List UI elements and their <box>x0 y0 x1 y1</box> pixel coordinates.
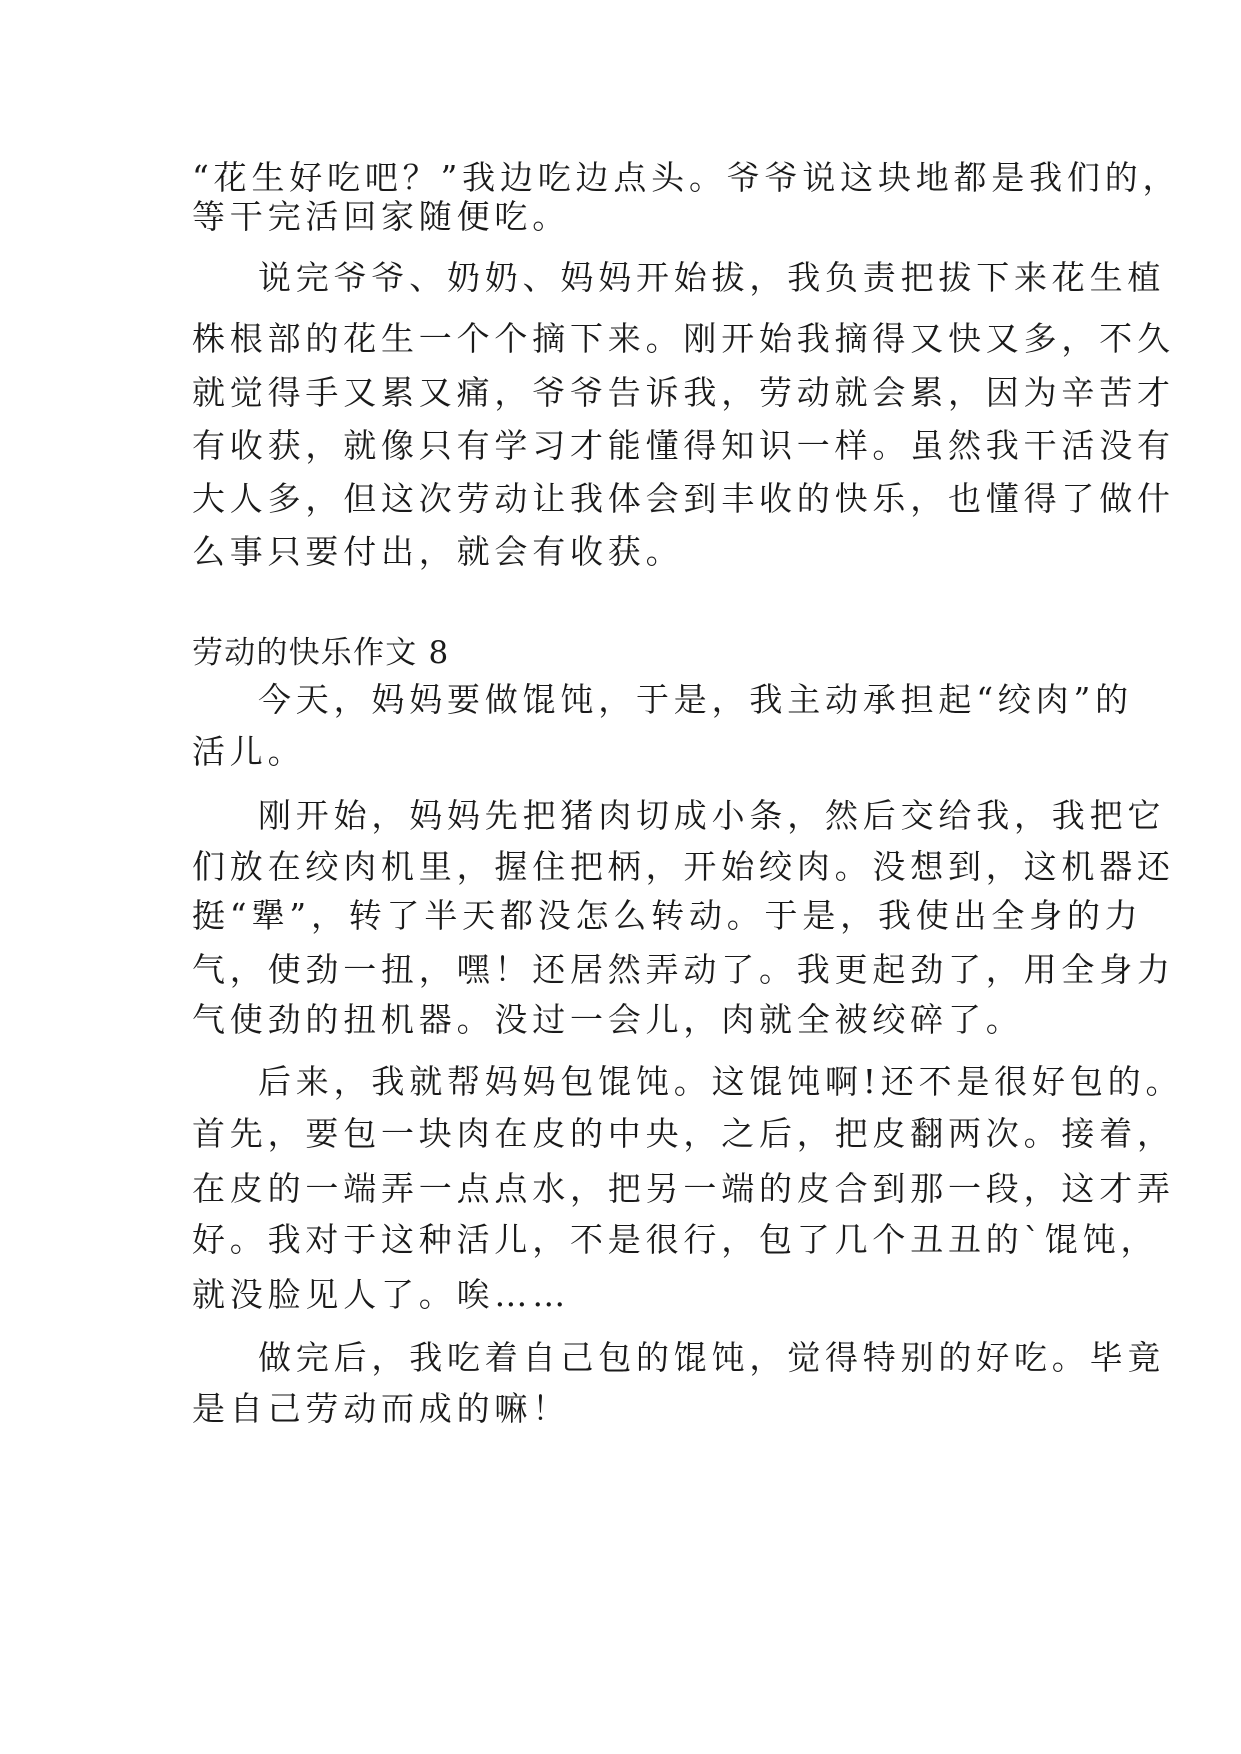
text-line: 么事只要付出，就会有收获。 <box>192 532 684 571</box>
text-line: 株根部的花生一个个摘下来。刚开始我摘得又快又多，不久 <box>192 319 1175 358</box>
text-line: 有收获，就像只有学习才能懂得知识一样。虽然我干活没有 <box>192 426 1175 465</box>
text-line: 气使劲的扭机器。没过一会儿，肉就全被绞碎了。 <box>192 1000 1024 1039</box>
text-line: 挺“犟”，转了半天都没怎么转动。于是，我使出全身的力 <box>192 896 1143 935</box>
text-line: 好。我对于这种活儿，不是很行，包了几个丑丑的`馄饨， <box>192 1220 1159 1259</box>
text-line: 今天，妈妈要做馄饨，于是，我主动承担起“绞肉”的 <box>258 680 1133 719</box>
text-line: 后来，我就帮妈妈包馄饨。这馄饨啊!还不是很好包的。 <box>258 1062 1184 1101</box>
text-line: 们放在绞肉机里，握住把柄，开始绞肉。没想到，这机器还 <box>192 847 1175 886</box>
text-line: 在皮的一端弄一点点水，把另一端的皮合到那一段，这才弄 <box>192 1169 1175 1208</box>
text-line: 就觉得手又累又痛，爷爷告诉我，劳动就会累，因为辛苦才 <box>192 373 1175 412</box>
text-line: 是自己劳动而成的嘛！ <box>192 1389 570 1428</box>
section-title: 劳动的快乐作文 8 <box>192 635 450 671</box>
text-line: 说完爷爷、奶奶、妈妈开始拔，我负责把拔下来花生植 <box>258 258 1166 297</box>
text-line: 等干完活回家随便吃。 <box>192 197 570 236</box>
text-line: 就没脸见人了。唉…… <box>192 1275 570 1314</box>
text-line: “花生好吃吧？”我边吃边点头。爷爷说这块地都是我们的， <box>192 158 1181 197</box>
text-line: 做完后，我吃着自己包的馄饨，觉得特别的好吃。毕竟 <box>258 1338 1166 1377</box>
text-line: 刚开始，妈妈先把猪肉切成小条，然后交给我，我把它 <box>258 796 1166 835</box>
text-line: 大人多，但这次劳动让我体会到丰收的快乐，也懂得了做什 <box>192 479 1175 518</box>
text-line: 首先，要包一块肉在皮的中央，之后，把皮翻两次。接着， <box>192 1114 1175 1153</box>
text-line: 气，使劲一扭，嘿！还居然弄动了。我更起劲了，用全身力 <box>192 950 1175 989</box>
text-line: 活儿。 <box>192 732 306 771</box>
